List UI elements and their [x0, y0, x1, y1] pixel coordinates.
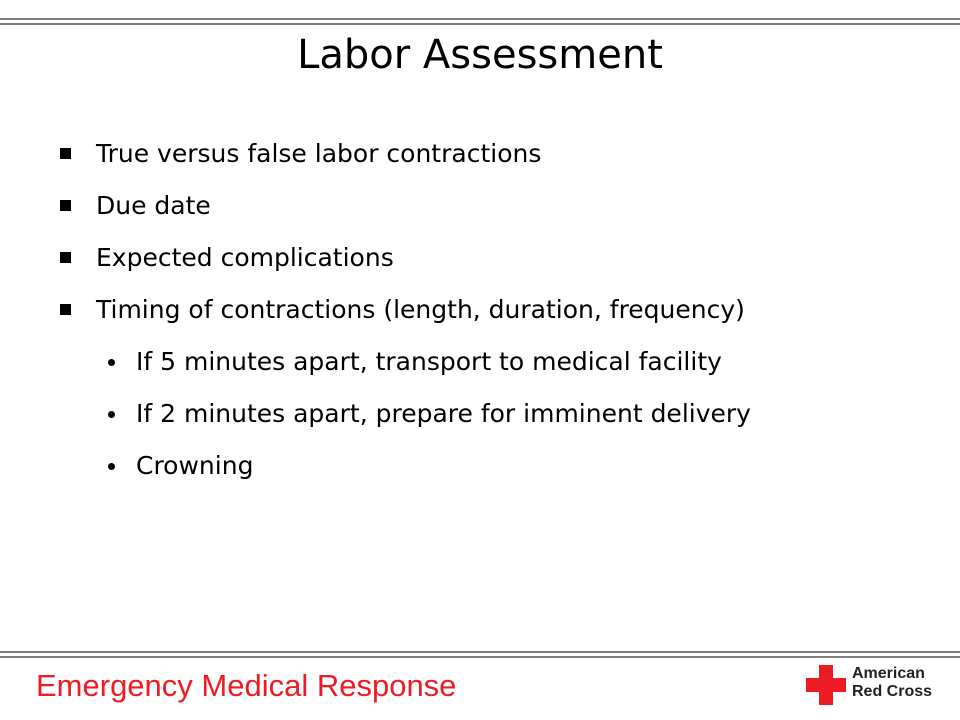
sub-bullet-item-2: [60, 388, 940, 440]
bullet-text: True versus false labor contractions: [96, 139, 542, 168]
round-bullet-icon: [108, 359, 115, 366]
round-bullet-icon: [108, 411, 115, 418]
bullet-text: Crowning: [136, 451, 254, 480]
square-bullet-icon: [60, 304, 71, 315]
footer-title: Emergency Medical Response: [36, 668, 457, 703]
bottom-rule-upper: [0, 651, 960, 653]
american-red-cross-logo: [806, 663, 946, 711]
square-bullet-icon: [60, 200, 71, 211]
bottom-rule-lower: [0, 656, 960, 658]
sub-bullet-item-1: [60, 336, 940, 388]
bullet-item-2: [60, 180, 940, 232]
bullet-text: If 2 minutes apart, prepare for imminent delivery: [136, 399, 751, 428]
bullet-text: If 5 minutes apart, transport to medical facility: [136, 347, 722, 376]
bullet-item-4: [60, 284, 940, 336]
slide-title: Labor Assessment: [297, 32, 663, 78]
bullet-text: Due date: [96, 191, 211, 220]
square-bullet-icon: [60, 252, 71, 263]
square-bullet-icon: [60, 148, 71, 159]
bullet-item-1: [60, 128, 940, 180]
bullet-text: Expected complications: [96, 243, 394, 272]
top-rule-lower: [0, 23, 960, 25]
logo-wordmark: [852, 665, 932, 701]
logo-line-2: Red Cross: [852, 683, 933, 700]
round-bullet-icon: [108, 463, 115, 470]
bullet-item-3: [60, 232, 940, 284]
top-rule-upper: [0, 18, 960, 20]
sub-bullet-item-3: [60, 440, 940, 492]
red-cross-icon: [806, 665, 846, 705]
bullet-list: [60, 128, 940, 492]
logo-line-1: American: [852, 665, 925, 682]
bullet-text: Timing of contractions (length, duration, frequency): [96, 295, 745, 324]
